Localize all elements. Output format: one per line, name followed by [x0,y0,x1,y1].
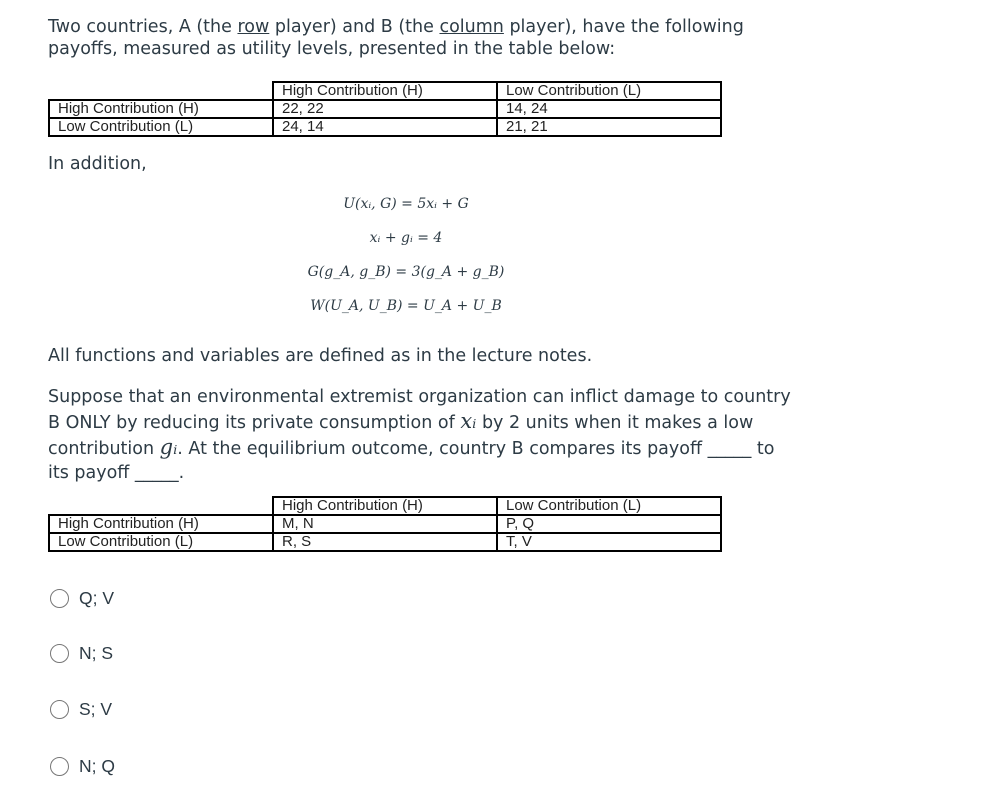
equation-welfare: W(U_A, U_B) = U_A + U_B [310,298,502,314]
radio-button[interactable] [50,644,69,663]
table-row-header: Low Contribution (L) [49,118,273,136]
table-row [49,533,721,551]
question-intro [48,16,744,60]
answer-option-1[interactable] [50,588,114,609]
table-cell [49,82,273,100]
answer-option-2[interactable] [50,643,113,664]
option-label[interactable]: Q; V [79,588,115,608]
table-row [49,515,721,533]
suppose-line-4a: its payoff [48,463,135,483]
option-label[interactable]: N; Q [79,756,115,776]
payoff-table-2 [48,496,722,552]
table-cell: M, N [273,515,497,533]
radio-button[interactable] [50,589,69,608]
radio-button[interactable] [50,757,69,776]
table-cell: T, V [497,533,721,551]
table-header-cell: High Contribution (H) [273,497,497,515]
blank-1: _____ [707,439,752,459]
intro-text-3: player), have the following [503,17,744,37]
clipped-previous-text [48,0,268,3]
intro-text-1: Two countries, A (the [48,17,238,37]
intro-text-line2: payoffs, measured as utility levels, presented in the table below: [48,39,616,59]
radio-button[interactable] [50,700,69,719]
table-row-header: High Contribution (H) [49,515,273,533]
suppose-line-3a: contribution [48,439,160,459]
table-row [49,82,721,100]
option-label[interactable]: S; V [79,699,113,719]
table-cell: 21, 21 [497,118,721,136]
suppose-line-3c: to [751,439,775,459]
suppose-line-2a: B ONLY by reducing its private consumption of [48,413,461,433]
equation-budget: xᵢ + gᵢ = 4 [369,230,443,246]
equation-public-good: G(g_A, g_B) = 3(g_A + g_B) [307,264,505,280]
intro-row-word: row [237,17,270,37]
table-row-header: Low Contribution (L) [49,533,273,551]
table-row [49,497,721,515]
table-cell: 14, 24 [497,100,721,118]
option-label[interactable]: N; S [79,643,114,663]
suppose-line-3b: . At the equilibrium outcome, country B compares its payoff [177,439,708,459]
answer-option-4[interactable] [50,756,115,777]
suppose-paragraph [48,385,791,485]
equation-utility: U(xᵢ, G) = 5xᵢ + G [343,196,469,212]
intro-text-2: player) and B (the [269,17,440,37]
answer-option-3[interactable] [50,699,112,720]
payoff-table-1 [48,81,722,137]
intro-column-word: column [439,17,504,37]
table-cell: P, Q [497,515,721,533]
table-cell [49,497,273,515]
suppose-line-2b: by 2 units when it makes a low [476,413,754,433]
table-row-header: High Contribution (H) [49,100,273,118]
table-header-cell: Low Contribution (L) [497,82,721,100]
definitions-note: All functions and variables are defined as in the lecture notes. [48,346,593,366]
table-header-cell: High Contribution (H) [273,82,497,100]
table-header-cell: Low Contribution (L) [497,497,721,515]
suppose-line-1: Suppose that an environmental extremist organization can inflict damage to country [48,387,791,407]
table-row [49,118,721,136]
blank-2: _____ [134,463,179,483]
in-addition-text: In addition, [48,154,147,174]
table-cell: 22, 22 [273,100,497,118]
variable-g: gᵢ [159,435,178,459]
table-cell: R, S [273,533,497,551]
variable-x: xᵢ [460,409,477,433]
suppose-line-4b: . [178,463,185,483]
table-row [49,100,721,118]
table-cell: 24, 14 [273,118,497,136]
